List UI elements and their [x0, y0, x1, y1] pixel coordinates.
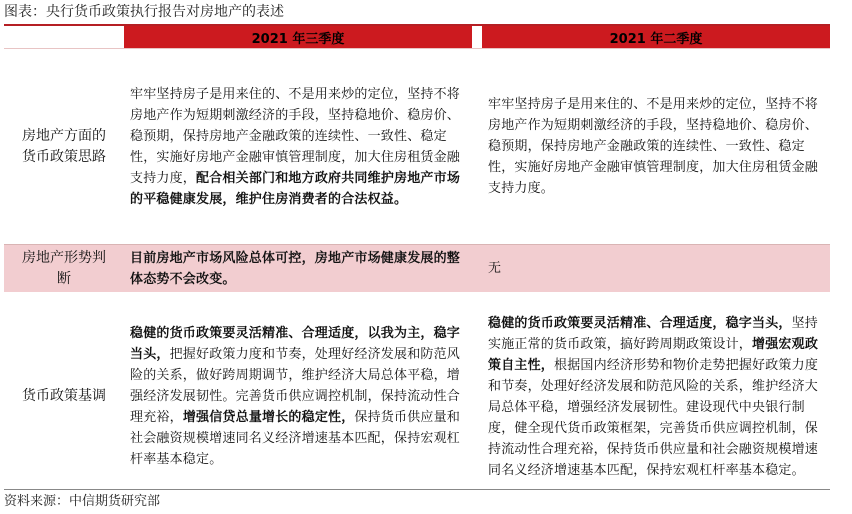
bold-text-segment: 配合相关部门和地方政府共同维护房地产市场的平稳健康发展，维护住房消费者的合法权益。 — [130, 170, 461, 207]
table-header-row — [4, 26, 830, 49]
table-row-market-judgment — [4, 245, 830, 293]
figure-title: 图表：央行货币政策执行报告对房地产的表述 — [4, 4, 284, 20]
header-blank-cell — [4, 26, 124, 49]
text-segment: 牢牢坚持房子是用来住的、不是用来炒的定位，坚持不将房地产作为短期刺激经济的手段，坚持稳地价、稳房价、稳预期，保持房地产金融政策的连续性、一致性、稳定性，实施好房地产金融审慎管理制度，加大住房租赁金融支持力度， — [130, 86, 461, 186]
q2-cell — [482, 245, 830, 293]
column-header-q2: 2021 年二季度 — [482, 26, 830, 49]
bold-text-segment: 增强信贷总量增长的稳定性， — [182, 410, 355, 425]
gap-cell — [472, 292, 482, 501]
gap-cell — [472, 245, 482, 293]
q3-cell — [124, 245, 472, 293]
row-label-line: 断 — [57, 270, 71, 287]
bottom-divider — [4, 489, 830, 490]
q3-cell — [124, 292, 472, 501]
text-segment: 保持货币供应量和社会融资规模增速同名义经济增速基本匹配，保持宏观杠杆率基本稳定。 — [130, 410, 461, 467]
row-label — [4, 292, 124, 501]
text-segment: 把握好政策力度和节奏，处理好经济发展和防范风险的关系，做好跨周期调节，维护经济大局总体平稳，增强经济发展韧性。完善货币供应调控机制，保持流动性合理充裕， — [130, 347, 461, 425]
table-row-policy-approach — [4, 49, 830, 245]
row-label — [4, 49, 124, 245]
row-label — [4, 245, 124, 293]
header-gap-cell — [472, 26, 482, 49]
source-note: 资料来源：中信期货研究部 — [4, 494, 161, 509]
text-segment: 牢牢坚持房子是用来住的、不是用来炒的定位，坚持不将房地产作为短期刺激经济的手段，坚持稳地价、稳房价、稳预期，保持房地产金融政策的连续性、一致性、稳定性，实施好房地产金融审慎管理制度，加大住房租赁金融支持力度。 — [488, 97, 819, 196]
table-row-monetary-tone — [4, 292, 830, 501]
gap-cell — [472, 49, 482, 245]
row-label-line: 房地产方面的 — [22, 127, 106, 144]
row-label-line: 货币政策思路 — [22, 148, 106, 165]
bold-text-segment: 稳健的货币政策要灵活精准、合理适度，稳字当头， — [488, 315, 792, 331]
policy-comparison-table — [4, 26, 830, 501]
q2-cell — [482, 49, 830, 245]
text-segment: 坚持实施正常的货币政策，搞好跨周期政策设计， — [488, 315, 819, 352]
bold-text-segment: 目前房地产市场风险总体可控，房地产市场健康发展的整体态势不会改变。 — [130, 250, 461, 287]
q2-cell — [482, 292, 830, 501]
column-header-q3: 2021 年三季度 — [124, 26, 472, 49]
text-segment: 根据国内经济形势和物价走势把握好政策力度和节奏，处理好经济发展和防范风险的关系，维护经济大局总体平稳，增强经济发展韧性。建设现代中央银行制度，健全现代货币政策框架，完善货币供应调控机制，保持流动性合理充裕，保持货币供应量和社会融资规模增速同名义经济增速基本匹配，保持宏观杠杆率基本稳定。 — [488, 357, 819, 478]
bold-text-segment: 增强宏观政策自主性， — [488, 336, 819, 373]
q3-cell — [124, 49, 472, 245]
text-segment: 无 — [488, 261, 502, 276]
row-label-line: 房地产形势判 — [22, 249, 106, 266]
bold-text-segment: 稳健的货币政策要灵活精准、合理适度，以我为主，稳字当头， — [130, 326, 461, 362]
row-label-line: 货币政策基调 — [22, 388, 106, 404]
